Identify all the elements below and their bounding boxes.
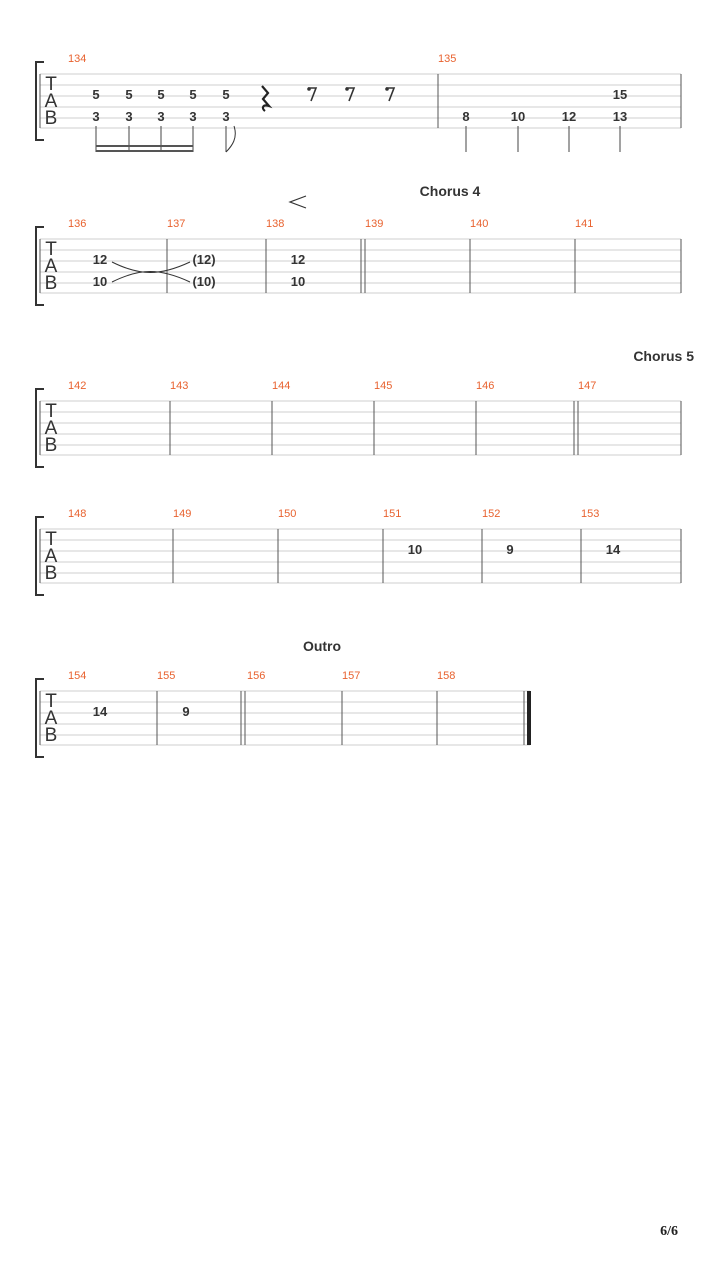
fret-note: 5	[157, 87, 165, 102]
tab-clef-t: T	[45, 691, 57, 712]
page-number: 6/6	[660, 1224, 678, 1239]
measure-number: 152	[482, 508, 501, 520]
measure-number: 134	[68, 53, 87, 65]
tab-clef-b: B	[44, 108, 58, 129]
tab-clef-b: B	[44, 273, 58, 294]
tab-clef-a: A	[44, 91, 58, 112]
measure-number: 143	[170, 380, 189, 392]
measure-number: 150	[278, 508, 297, 520]
fret-note: 3	[157, 109, 165, 124]
measure-number: 157	[342, 670, 361, 682]
measure-number: 135	[438, 53, 457, 65]
fret-note: 9	[182, 704, 190, 719]
tab-clef-t: T	[45, 74, 57, 95]
staff-system-4	[36, 508, 681, 595]
tab-clef-b: B	[44, 435, 58, 456]
measure-number: 147	[578, 380, 597, 392]
measure-number: 139	[365, 218, 384, 230]
measure-number: 148	[68, 508, 87, 520]
staff-system-2	[36, 183, 681, 305]
fret-note: 5	[92, 87, 100, 102]
measure-number: 137	[167, 218, 186, 230]
measure-number: 146	[476, 380, 495, 392]
fret-note: 10	[92, 274, 108, 289]
rhythm-beams	[96, 126, 235, 152]
fret-note: 14	[92, 704, 108, 719]
measure-number: 141	[575, 218, 594, 230]
staff-system-3	[36, 348, 694, 467]
tab-clef-t: T	[45, 401, 57, 422]
fret-note: 10	[510, 109, 526, 124]
measure-number: 153	[581, 508, 600, 520]
tab-clef-a: A	[44, 708, 58, 729]
fret-note: 5	[125, 87, 133, 102]
tab-clef-a: A	[44, 546, 58, 567]
tab-clef-t: T	[45, 239, 57, 260]
fret-note: 15	[612, 87, 628, 102]
fret-note: 14	[605, 542, 621, 557]
fret-note: 12	[290, 252, 306, 267]
fret-note: 9	[506, 542, 514, 557]
tab-clef-t: T	[45, 529, 57, 550]
crescendo-icon	[290, 196, 306, 208]
measure-number: 142	[68, 380, 87, 392]
fret-note: 12	[92, 252, 108, 267]
fret-note: 5	[222, 87, 230, 102]
fret-note: 8	[462, 109, 470, 124]
tab-clef-a: A	[44, 418, 58, 439]
measure-number: 158	[437, 670, 456, 682]
fret-note: 3	[92, 109, 100, 124]
measure-number: 154	[68, 670, 87, 682]
measure-number: 145	[374, 380, 393, 392]
fret-note: (10)	[192, 274, 216, 289]
section-label-chorus-4: Chorus 4	[419, 183, 481, 199]
fret-note: 3	[125, 109, 133, 124]
measure-number: 144	[272, 380, 291, 392]
staff-system-1	[36, 53, 681, 152]
fret-note: 3	[189, 109, 197, 124]
fret-note: 3	[222, 109, 230, 124]
fret-note: 13	[612, 109, 628, 124]
fret-note: 12	[561, 109, 577, 124]
fret-note: 10	[407, 542, 423, 557]
fret-note: 10	[290, 274, 306, 289]
measure-number: 140	[470, 218, 489, 230]
measure-number: 138	[266, 218, 285, 230]
tab-clef-a: A	[44, 256, 58, 277]
section-label-chorus-5: Chorus 5	[633, 348, 694, 364]
measure-number: 151	[383, 508, 402, 520]
section-label-outro: Outro	[302, 638, 342, 654]
measure-number: 149	[173, 508, 192, 520]
tab-clef-b: B	[44, 563, 58, 584]
fret-note: 5	[189, 87, 197, 102]
measure-number: 136	[68, 218, 87, 230]
measure-number: 155	[157, 670, 176, 682]
tab-clef-b: B	[44, 725, 58, 746]
fret-note: (12)	[192, 252, 216, 267]
staff-system-5	[36, 638, 530, 757]
measure-number: 156	[247, 670, 266, 682]
